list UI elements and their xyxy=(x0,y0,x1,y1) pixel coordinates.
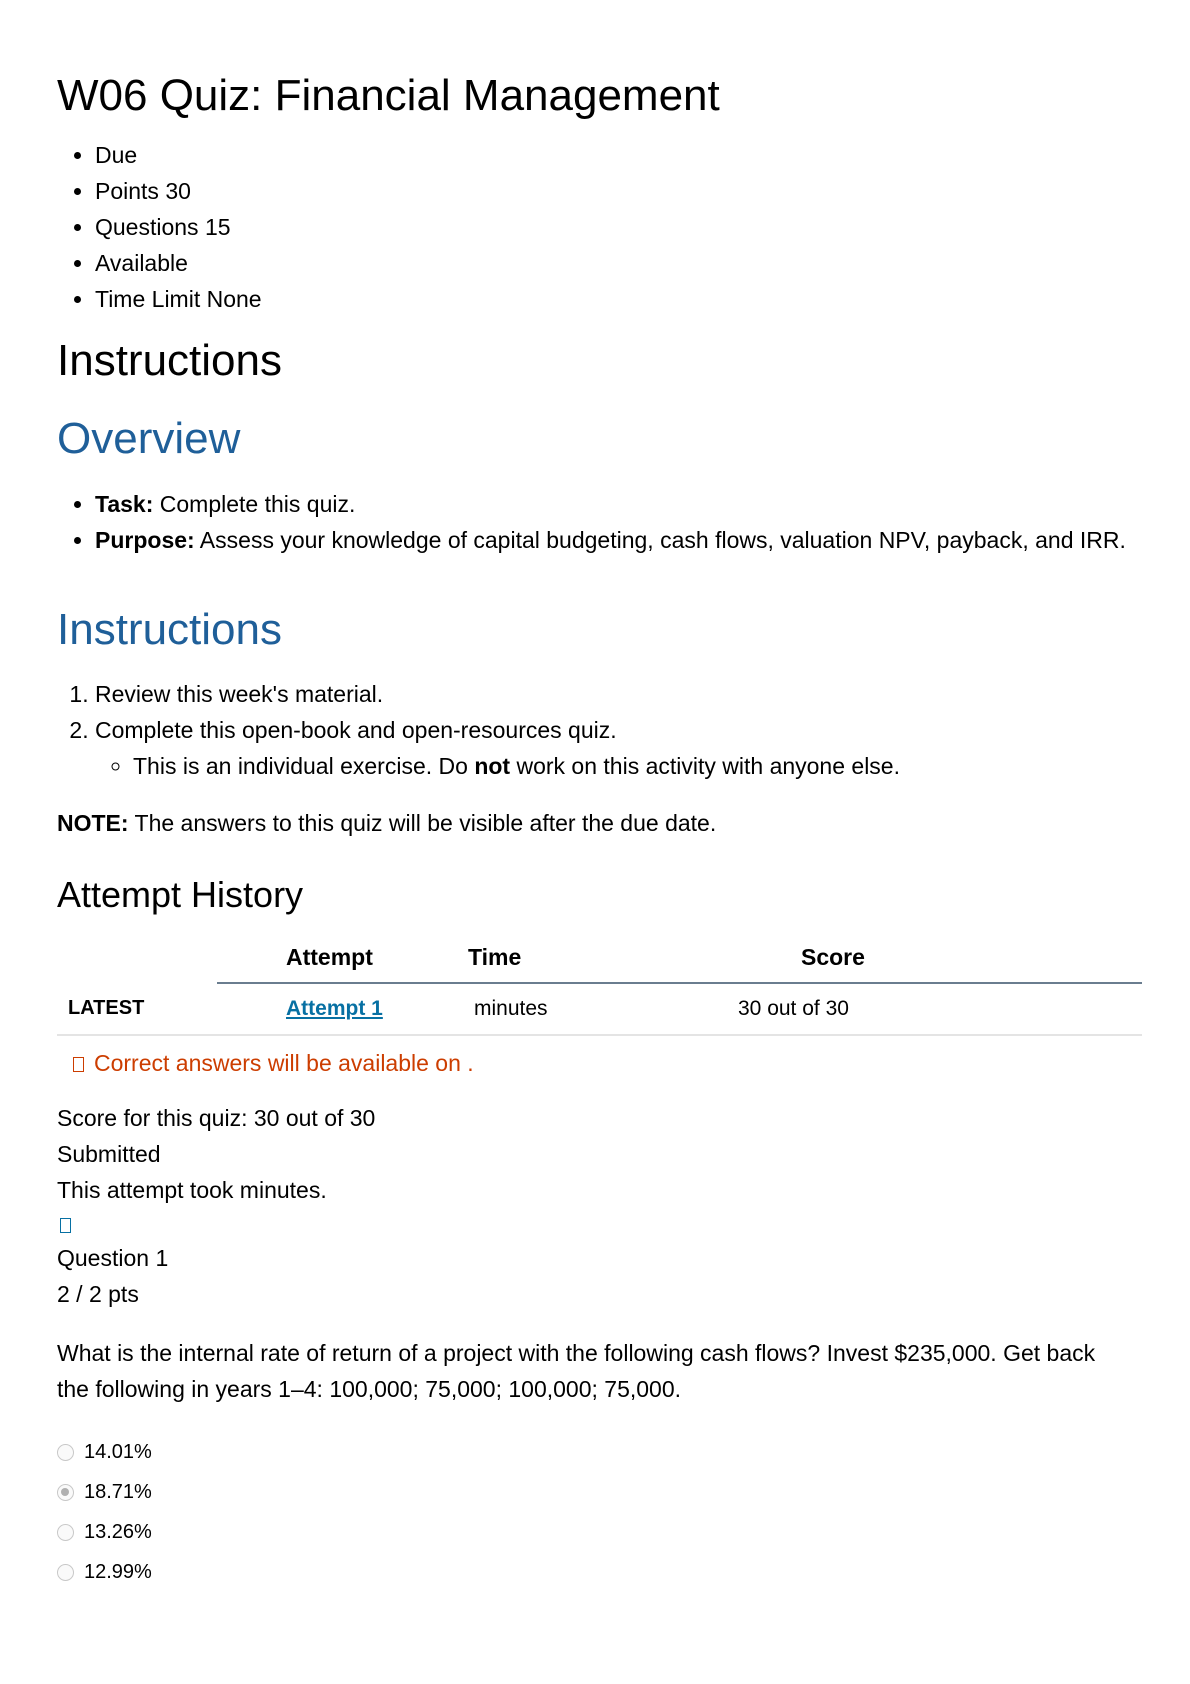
radio-button-selected[interactable] xyxy=(57,1484,74,1501)
answer-option[interactable] xyxy=(57,1552,152,1592)
radio-button[interactable] xyxy=(57,1444,74,1461)
header-attempt: Attempt xyxy=(217,933,468,983)
note xyxy=(57,805,716,841)
radio-button[interactable] xyxy=(57,1524,74,1541)
step-2-sub xyxy=(133,748,1135,784)
header-blank xyxy=(57,933,217,983)
question-flag[interactable] xyxy=(60,1218,81,1237)
question-header xyxy=(57,1240,168,1312)
score-cell: 30 out of 30 xyxy=(738,983,1142,1035)
answer-label: 14.01% xyxy=(84,1440,152,1463)
instructions-heading: Instructions xyxy=(57,336,282,385)
score-line: Score for this quiz: 30 out of 30 xyxy=(57,1105,376,1131)
warning-icon xyxy=(73,1057,84,1072)
answer-label: 13.26% xyxy=(84,1520,152,1543)
table-header-row xyxy=(57,933,1142,983)
sub-text-before: This is an individual exercise. Do xyxy=(133,753,475,779)
overview-heading: Overview xyxy=(57,414,241,463)
meta-questions: • Questions 15 xyxy=(95,209,262,245)
task-text: Complete this quiz. xyxy=(153,491,356,517)
meta-time-limit: • Time Limit None xyxy=(95,281,262,317)
time-cell: minutes xyxy=(468,983,738,1035)
question-title: Question 1 xyxy=(57,1245,169,1271)
flag-icon xyxy=(60,1218,71,1233)
steps-heading: Instructions xyxy=(57,605,282,654)
steps-list xyxy=(57,676,1135,784)
answer-option[interactable] xyxy=(57,1432,152,1472)
sub-text-bold: not xyxy=(474,753,511,779)
header-time: Time xyxy=(468,933,738,983)
purpose-label: Purpose: xyxy=(95,527,195,553)
answer-list xyxy=(57,1432,152,1592)
overview-task xyxy=(95,486,1135,522)
attempt-history-heading: Attempt History xyxy=(57,874,304,915)
step-2-text: Complete this open-book and open-resources quiz. xyxy=(95,717,617,743)
answer-option[interactable] xyxy=(57,1472,152,1512)
step-1: 1. Review this week's material. xyxy=(95,676,1135,712)
answer-label: 12.99% xyxy=(84,1560,152,1583)
purpose-text: Assess your knowledge of capital budgeting, cash flows, valuation NPV, payback, and IRR. xyxy=(194,527,1126,553)
meta-due: • Due xyxy=(95,137,262,173)
attempt-duration: This attempt took minutes. xyxy=(57,1177,327,1203)
table-row xyxy=(57,983,1142,1035)
radio-button[interactable] xyxy=(57,1564,74,1581)
step-2 xyxy=(95,712,1135,784)
step-2-sublist xyxy=(95,748,1135,784)
submission-status: Submitted xyxy=(57,1141,161,1167)
result-block xyxy=(57,1100,375,1208)
latest-label: LATEST xyxy=(57,983,217,1035)
answer-label: 18.71% xyxy=(84,1480,152,1503)
attempt-history-table xyxy=(57,933,1142,1036)
page-title: W06 Quiz: Financial Management xyxy=(57,71,720,120)
meta-available: • Available xyxy=(95,245,262,281)
correct-answers-notice xyxy=(73,1046,474,1080)
answer-option[interactable] xyxy=(57,1512,152,1552)
note-label: NOTE: xyxy=(57,810,129,836)
attempt-link[interactable]: Attempt 1 xyxy=(286,997,383,1020)
sub-text-after: work on this activity with anyone else. xyxy=(510,753,900,779)
overview-purpose xyxy=(95,522,1135,558)
question-points: 2 / 2 pts xyxy=(57,1281,139,1307)
question-text: What is the internal rate of return of a project with the following cash flows? Invest $235,000. Get back the following in years 1–4: 100,000; 75,000; 100,000; 75,000. xyxy=(57,1340,1096,1402)
task-label: Task: xyxy=(95,491,154,517)
quiz-meta-list xyxy=(57,137,262,317)
note-text: The answers to this quiz will be visible after the due date. xyxy=(128,810,717,836)
meta-points: • Points 30 xyxy=(95,173,262,209)
notice-text: Correct answers will be available on . xyxy=(94,1050,474,1076)
attempt-cell xyxy=(217,983,468,1035)
header-score: Score xyxy=(738,933,1142,983)
overview-list xyxy=(57,486,1135,558)
